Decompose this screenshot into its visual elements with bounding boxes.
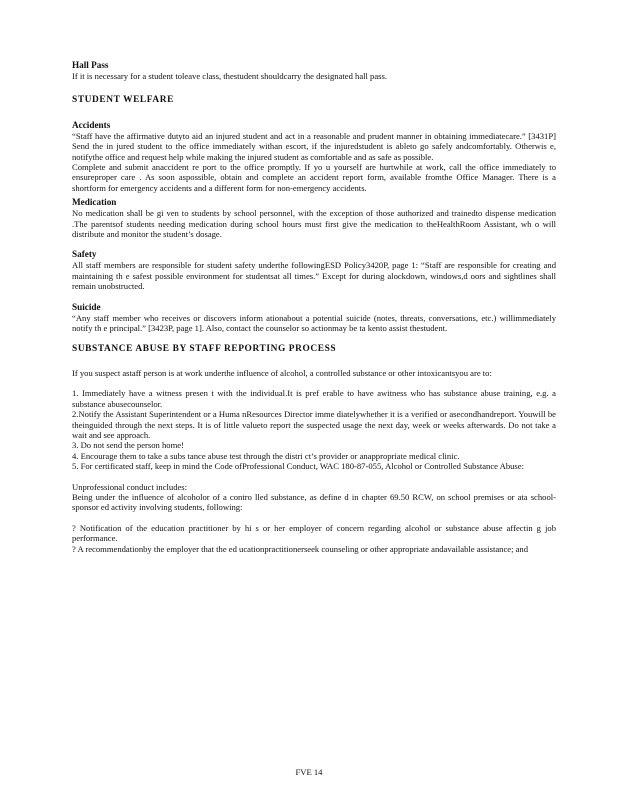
page-footer: FVE 14: [295, 767, 323, 777]
hall-pass-text: If it is necessary for a student toleave class, thestudent shouldcarry the designated hall pass.: [72, 71, 388, 81]
medication-text: No medication shall be gi ven to students by school personnel, with the exception of those authorized and trainedto dispense medication .The parentsof students needing medication during school hours must first give the medication to theHealthRoom Assistant, wh o will distribute and monitor the student’s dosage.: [72, 208, 556, 240]
page-content: [72, 60, 556, 554]
suicide-heading: Suicide: [72, 301, 101, 312]
accidents-paragraph-1: “Staff have the affirmative dutyto aid an injured student and act in a reasonable and prudent manner in obtaining immediatecare.” [3431P] Send the in jured student to the office immediately withan escort, if the injuredstudent is ableto go safely andcomfortably. Otherwis e, notifythe office and request help while making the injured student as comfortable and as safe as possible.: [72, 130, 556, 162]
unprofessional-text: Being under the influence of alcoholor of a contro lled substance, as define d in chapter 69.50 RCW, on school premises or ata school-sponsor ed activity involving students, following:: [72, 491, 556, 513]
safety-text: All staff members are responsible for student safety underthe followingESD Policy3420P, page 1: “Staff are responsible for creating and maintaining th e safest possible environment for studentsat all times.” Except for during alockdown, windows,d oors and sightlines shall remain unobstructed.: [72, 260, 556, 292]
student-welfare-title: STUDENT WELFARE: [72, 95, 174, 106]
substance-step-1: 1. Immediately have a witness presen t with the individual.It is pref erable to have awitness who has substance abuse training, e.g. a substance abusecounselor.: [72, 388, 556, 409]
safety-heading: Safety: [72, 249, 97, 260]
recommendation-bullet: ? A recommendationby the employer that the ed ucationpractitionerseek counseling or other appropriate andavailable assistance; and: [72, 543, 529, 554]
substance-step-3: 3. Do not send the person home!: [72, 440, 184, 451]
substance-intro: If you suspect astaff person is at work underthe influence of alcohol, a controlled substance or other intoxicantsyou are to:: [72, 367, 492, 378]
suicide-text: “Any staff member who receives or discovers inform ationabout a potential suicide (notes, threats, conversations, etc.) willimmediately notify th e principal.” [3423P, page 1]. Also, contact the counselor so actionmay be ta kento assist thestudent.: [72, 312, 556, 334]
accidents-heading: Accidents: [72, 119, 111, 130]
substance-abuse-title: SUBSTANCE ABUSE BY STAFF REPORTING PROCESS: [72, 343, 337, 354]
hall-pass-heading: Hall Pass: [72, 60, 109, 70]
substance-step-2: 2.Notify the Assistant Superintendent or a Huma nResources Director imme diatelywhether it is a verified or asecondhandreport. Youwill be theinguided through the next steps. It is of little valueto report the suspected usage the next day, week or weeks afterwards. Do not take a wait and see approach.: [72, 409, 556, 440]
medication-heading: Medication: [72, 197, 117, 208]
substance-step-4: 4. Encourage them to take a subs tance abuse test through the distri ct’s provider or anappropriate medical clinic.: [72, 450, 460, 461]
unprofessional-label: Unprofessional conduct includes:: [72, 481, 188, 492]
notification-bullet: ? Notification of the education practitioner by hi s or her employer of concern regarding alcohol or substance abuse affectin g job performance.: [72, 522, 556, 544]
substance-step-5: 5. For certificated staff, keep in mind the Code ofProfessional Conduct, WAC 180-87-055, Alcohol or Controlled Substance Abuse:: [72, 461, 524, 472]
accidents-paragraph-2: Complete and submit anaccident re port to the office promptly. If yo u yourself are hurtwhile at work, call the office immediately to ensureproper care . As soon aspossible, obtain and complete an accident report form, available fromthe Office Manager. There is a shortform for emergency accidents and a different form for non-emergency accidents.: [72, 162, 556, 193]
